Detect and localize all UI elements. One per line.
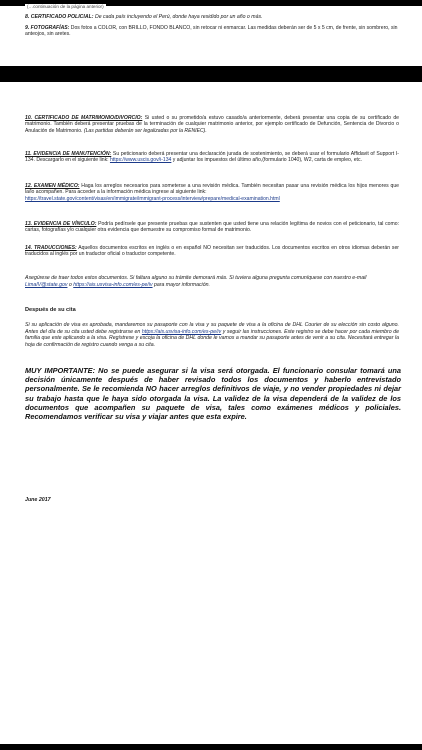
item-10-marriage-divorce <box>25 115 399 134</box>
item-11-label: 11. EVIDENCIA DE MANUTENCIÓN: <box>25 151 112 157</box>
bottom-black-band <box>0 744 422 750</box>
after-text-end: y seguir las instrucciones. Este registro se debe hacer por cada miembro de familia que este aplicando a la visa. Regístrese y escoja la oficina de DHL donde le vamos a mandar su pasaporte antes de venir a su cita. Necesitará entregar la hoja de confirmación de registro cuando venga a su cita. <box>25 328 399 348</box>
email-link[interactable]: LimaIV@state.gov <box>25 281 68 288</box>
item-14-translations <box>25 245 399 258</box>
uscis-i134-link[interactable]: https://www.uscis.gov/i-134 <box>109 157 172 164</box>
item-12-medical-exam <box>25 183 399 202</box>
document-date: June 2017 <box>25 497 51 503</box>
item-10-text: Si usted o su prometido/a estuvo casado/a anteriormente, deberá presentar una copia de su certificado de matrimonio. También deberá presentar pruebas de la terminación de cualquier matrimonio anterior, por ejemplo certificado de Defunción, Sentencia de Divorcio o Anulación de Matrimonio. <box>25 115 399 134</box>
after-appointment-text <box>25 322 399 348</box>
important-notice: MUY IMPORTANTE: No se puede asegurar si la visa será otorgada. El funcionario consular tomará una decisión únicamente después de haber revisado todos los documentos y haberlo entrevistado personalmente. Se le recomienda NO hacer arreglos definitivos de viaje, y no vender propiedades ni dejar su trabajo hasta que le haya sido otorgada la visa. La validez de la visa dependerá de la validez de los documentos que acompañen su paquete de visa, tales como exámenes médicos y policiales. Recomendamos verificar su visa y viajar antes que esta expire. <box>25 366 401 422</box>
page-break-band <box>0 66 422 82</box>
item-11-text: Su peticionario deberá presentar una declaración jurada de sostenimiento, se deberá usar el formulario Affidavit of Support I-134. Descargarlo en el siguiente link: <box>25 151 399 164</box>
documents-notice <box>25 275 399 288</box>
top-fragment-text: (…continuación de la página anterior) <box>27 4 104 9</box>
item-14-text: Aquellos documentos escritos en inglés o en español NO necesitan ser traducidos. Los documentos escritos en otros idiomas deberán ser traducidos al inglés por un traductor oficial o traductor competente. <box>25 245 399 258</box>
item-9-text: Dos fotos a COLOR, con BRILLO, FONDO BLANCO, sin retocar ni enmarcar. Las medidas deberán ser de 5 x 5 cm, de frente, sin sombrero, sin anteojos, sin aretes. <box>25 25 398 38</box>
item-10-note: (Las partidas deberán ser legalizadas por la RENIEC). <box>82 127 207 134</box>
item-8-text: De cada país incluyendo el Perú, donde haya residido por un año o más. <box>93 14 263 20</box>
item-13-label: 13. EVIDENCIA DE VÍNCULO: <box>25 221 97 227</box>
usvisa-info-link[interactable]: https://ais.usvisa-info.com/es-pe/iv <box>73 281 153 288</box>
item-10-label: 10. CERTIFICADO DE MATRIMONIO/DIVORCIO: <box>25 115 143 121</box>
item-8-police-certificate <box>25 14 397 21</box>
item-8-label: 8. CERTIFICADO POLICIAL: <box>25 14 94 20</box>
item-11-text-2: y adjuntar los impuestos del último año,(formulario 1040), W2, carta de empleo, etc. <box>171 157 362 164</box>
notice-text: Asegúrese de traer todos estos documentos. Si faltara alguno su trámite demorará más. Si tuviera alguna pregunta comuníquese con nuestro e-mail <box>25 275 367 281</box>
after-text-start: Si su aplicación de visa es aprobada, mandaremos su pasaporte con la visa y su paquete de visa a la oficina de DHL Courier de su elección sin costo alguno. Antes del día de su cita usted debe registrarse en <box>25 322 399 335</box>
after-appointment-heading: Después de su cita <box>25 307 76 313</box>
item-12-label: 12. EXAMEN MÉDICO: <box>25 183 80 189</box>
registration-link[interactable]: https://ais.usvisa-info.com/es-pe/iv <box>141 328 222 335</box>
notice-end: para mayor información. <box>152 281 210 288</box>
item-11-support-evidence <box>25 151 399 164</box>
item-13-relationship-evidence <box>25 221 399 234</box>
item-12-text: Haga los arreglos necesarios para someterse a una revisión médica. También necesitan pasar una revisión médica los hijos menores que la/lo acompañen. Para acceder a la información médica ingrese al siguiente link: <box>25 183 399 196</box>
item-9-photographs <box>25 25 399 38</box>
item-14-label: 14. TRADUCCIONES: <box>25 245 77 251</box>
medical-exam-link[interactable]: https://travel.state.gov/content/visas/en/immigrate/immigrant-process/interview/prepare/medical-examination.html <box>25 195 280 202</box>
item-13-text: Podría pedírsele que presente pruebas que sustenten que usted tiene una relación legítima de novios con el peticionario, tal como: cartas, fotografías y/o cualquier otra evidencia que demuestre su compromiso formal de matrimonio. <box>25 221 399 234</box>
item-9-label: 9. FOTOGRAFÍAS: <box>25 25 70 31</box>
notice-mid: o <box>67 281 74 288</box>
